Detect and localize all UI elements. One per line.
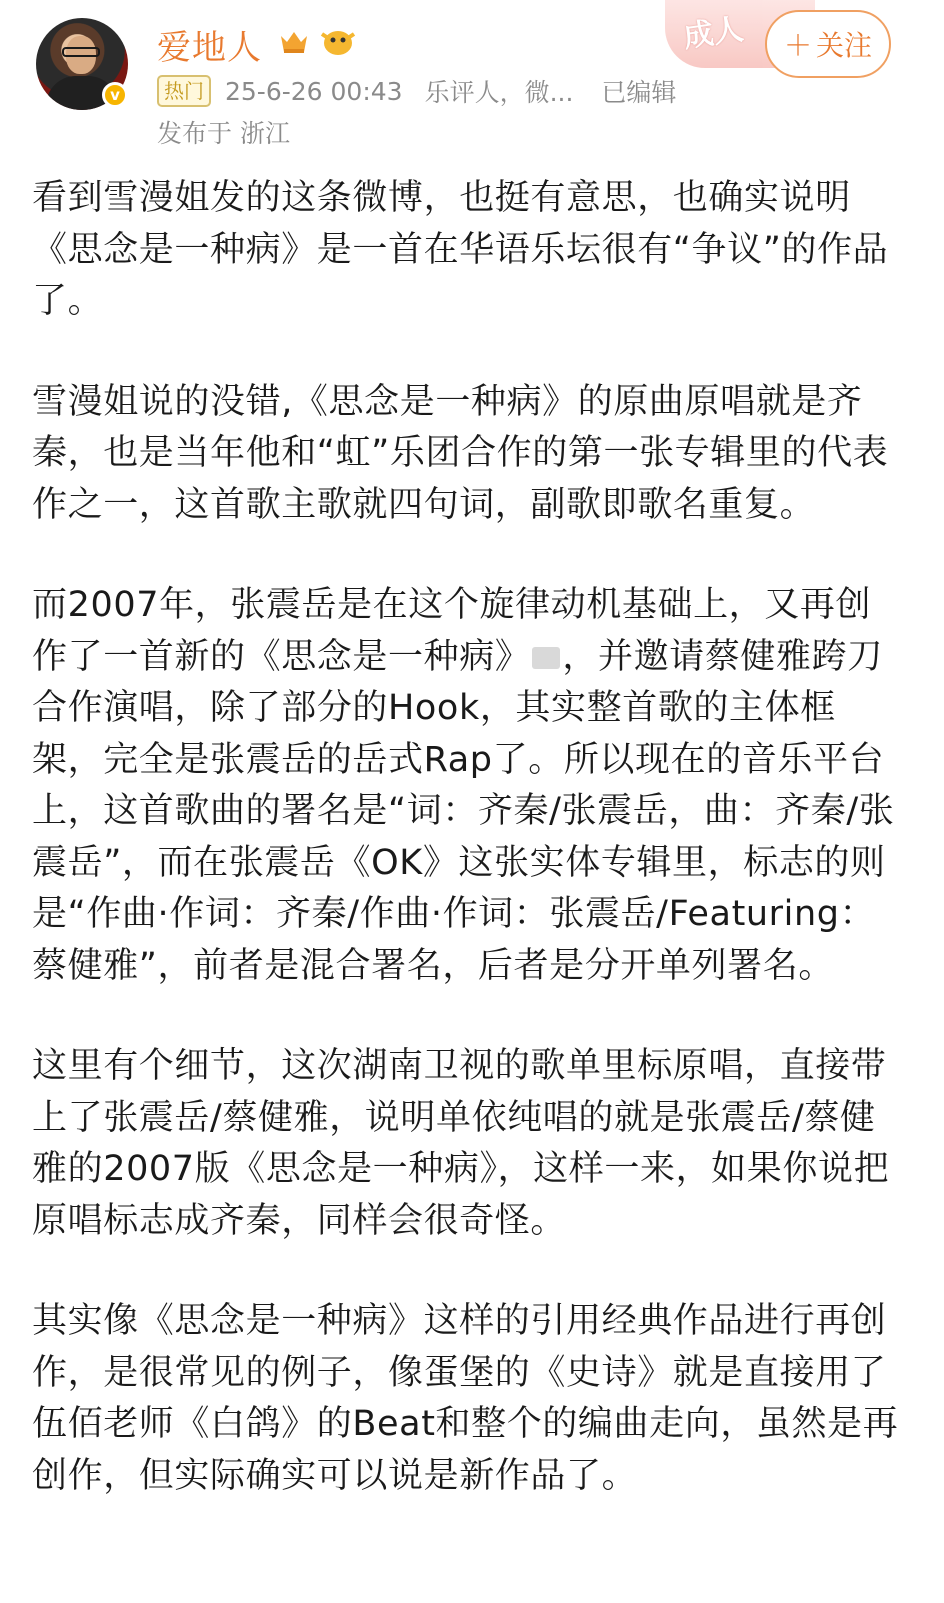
post-content bbox=[32, 173, 902, 1551]
post-meta bbox=[157, 75, 676, 107]
post-paragraph-3 bbox=[32, 580, 902, 992]
post-paragraph-4: 这里有个细节，这次湖南卫视的歌单里标原唱，直接带上了张震岳/蔡健雅，说明单依纯唱的就是张震岳/蔡健雅的2007版《思念是一种病》，这样一来，如果你说把原唱标志成齐秦，同样会很奇怪。 bbox=[32, 1046, 890, 1241]
fish-badge-icon bbox=[318, 26, 358, 58]
post-location: 发布于 浙江 bbox=[157, 119, 290, 148]
follow-button[interactable] bbox=[765, 10, 891, 78]
post-paragraph-3-part-1: 而2007年，张震岳是在这个旋律动机基础上，又再创作了一首新的《思念是一种病》 bbox=[32, 585, 872, 677]
follow-label: 关注 bbox=[816, 29, 873, 62]
post-paragraph-2: 雪漫姐说的没错,《思念是一种病》的原曲原唱就是齐秦，也是当年他和“虹”乐团合作的第一张专辑里的代表作之一，这首歌主歌就四句词，副歌即歌名重复。 bbox=[32, 381, 889, 525]
post-paragraph-3-part-2: ，并邀请蔡健雅跨刀合作演唱，除了部分的Hook，其实整首歌的主体框架，完全是张震岳的岳式Rap了。所以现在的音乐平台上，这首歌曲的署名是“词：齐秦/张震岳，曲：齐秦/张震岳”，而在张震岳《OK》这张实体专辑里，标志的则是“作曲·作词：齐秦/作曲·作词：张震岳/Featuring：蔡健雅”，前者是混合署名，后者是分开单列署名。 bbox=[32, 636, 895, 986]
post-header bbox=[0, 0, 944, 165]
post-time: 25-6-26 00:43 bbox=[225, 76, 403, 106]
crown-badge-icon bbox=[278, 28, 310, 56]
emoji-icon bbox=[532, 647, 560, 669]
verified-icon: v bbox=[102, 82, 128, 108]
promo-label: 成人 bbox=[681, 11, 746, 55]
avatar-glasses bbox=[62, 47, 100, 57]
plus-icon: ＋ bbox=[783, 29, 812, 62]
post-paragraph-5: 其实像《思念是一种病》这样的引用经典作品进行再创作，是很常见的例子，像蛋堡的《史诗》就是直接用了伍佰老师《白鸽》的Beat和整个的编曲走向，虽然是再创作，但实际确实可以说是新作品了。 bbox=[32, 1301, 899, 1496]
user-role[interactable]: 乐评人，微... bbox=[424, 78, 574, 107]
edited-label[interactable]: 已编辑 bbox=[601, 78, 677, 107]
hot-badge: 热门 bbox=[157, 75, 211, 107]
post-paragraph-1: 看到雪漫姐发的这条微博，也挺有意思，也确实说明《思念是一种病》是一首在华语乐坛很有“争议”的作品了。 bbox=[32, 178, 889, 321]
username[interactable]: 爱地人 bbox=[157, 28, 262, 68]
